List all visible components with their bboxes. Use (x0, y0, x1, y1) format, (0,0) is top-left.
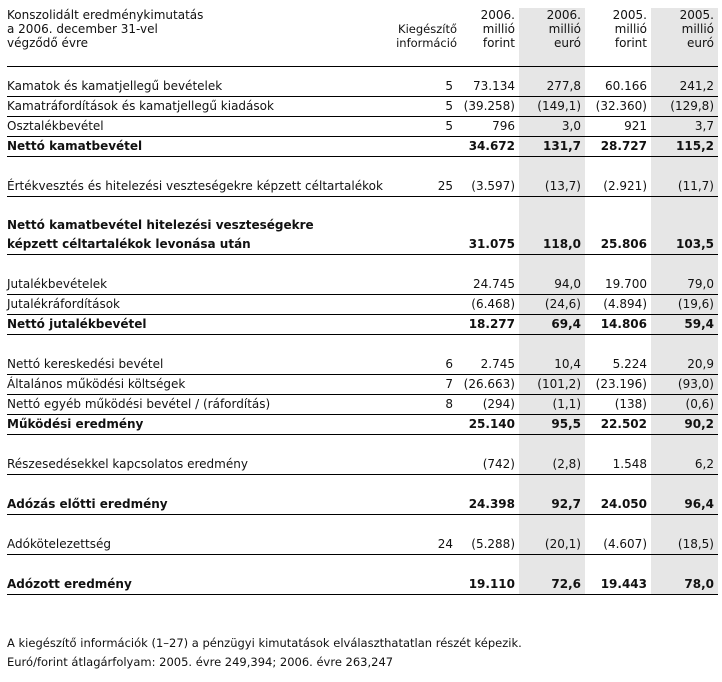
table-row (7, 216, 718, 255)
row-value: 95,5 (551, 417, 581, 431)
column-header-line: millió (548, 22, 581, 36)
column-header-line: millió (681, 22, 714, 36)
column-header-2005-huf (585, 8, 651, 66)
note-header-line: információ (396, 36, 457, 50)
row-value: 24.050 (600, 497, 647, 511)
table-row (7, 375, 718, 395)
row-value: 277,8 (546, 79, 581, 93)
row-note-ref: 7 (445, 377, 453, 391)
column-header-2006-huf (453, 8, 519, 66)
row-value: (294) (482, 397, 515, 411)
column-header-line: forint (482, 36, 515, 50)
row-value: 19.700 (605, 277, 647, 291)
row-label: Nettó kamatbevétel (7, 139, 143, 153)
income-statement-table (7, 8, 718, 591)
column-header-2006-eur (519, 8, 585, 66)
row-value: 3,0 (561, 119, 581, 133)
row-value: 69,4 (551, 317, 581, 331)
row-value: 73.134 (473, 79, 515, 93)
table-row (7, 137, 718, 157)
row-value: 92,7 (551, 497, 581, 511)
column-header-line: 2005. (679, 8, 714, 22)
row-value: 103,5 (676, 237, 714, 251)
table-row (7, 395, 718, 415)
row-value: (6.468) (471, 297, 515, 311)
row-label: Adókötelezettség (7, 537, 111, 551)
row-value: (138) (614, 397, 647, 411)
row-value: 34.672 (468, 139, 515, 153)
row-value: 60.166 (605, 79, 647, 93)
row-value: 6,2 (694, 457, 714, 471)
column-header-line: millió (482, 22, 515, 36)
row-value: (18,5) (677, 537, 714, 551)
row-value: 31.075 (468, 237, 515, 251)
row-label: Jutalékráfordítások (7, 297, 120, 311)
row-label: Adózott eredmény (7, 577, 132, 591)
row-label: Kamatráfordítások és kamatjellegű kiadások (7, 99, 274, 113)
row-label: Nettó kereskedési bevétel (7, 357, 164, 371)
row-value: (39.258) (463, 99, 515, 113)
row-value: 1.548 (612, 457, 647, 471)
column-header-line: 2006. (480, 8, 515, 22)
row-value: 24.745 (473, 277, 515, 291)
row-value: (26.663) (463, 377, 515, 391)
row-value: 24.398 (468, 497, 515, 511)
column-header-line: 2006. (546, 8, 581, 22)
row-value: (32.360) (595, 99, 647, 113)
row-value: (5.288) (471, 537, 515, 551)
column-header-line: forint (614, 36, 647, 50)
row-note-ref: 5 (445, 79, 453, 93)
row-label: Jutalékbevételek (7, 277, 108, 291)
row-value: 5.224 (612, 357, 647, 371)
row-value: 72,6 (551, 577, 581, 591)
row-value: (23.196) (595, 377, 647, 391)
row-value: (1,1) (552, 397, 581, 411)
table-row (7, 455, 718, 475)
row-value: 18.277 (468, 317, 515, 331)
row-label: Adózás előtti eredmény (7, 497, 168, 511)
column-header-line: euró (554, 36, 581, 50)
row-value: 131,7 (543, 139, 581, 153)
table-row (7, 77, 718, 97)
row-note-ref: 6 (445, 357, 453, 371)
table-row (7, 177, 718, 197)
row-value: (93,0) (677, 377, 714, 391)
row-value: (11,7) (677, 179, 714, 193)
row-value: 59,4 (684, 317, 714, 331)
row-value: 921 (624, 119, 647, 133)
row-value: 19.110 (468, 577, 515, 591)
row-value: (20,1) (544, 537, 581, 551)
footer-note-line: A kiegészítő információk (1–27) a pénzügyi kimutatások elválaszthatatlan részét képezik. (7, 636, 522, 650)
table-row (7, 295, 718, 315)
row-value: 118,0 (543, 237, 581, 251)
footer-exchange-rate-line: Euró/forint átlagárfolyam: 2005. évre 249,394; 2006. évre 263,247 (7, 655, 394, 669)
row-value: (2,8) (552, 457, 581, 471)
row-value: (4.607) (603, 537, 647, 551)
table-header (7, 8, 718, 67)
row-label: Osztalékbevétel (7, 119, 104, 133)
row-note-ref: 5 (445, 119, 453, 133)
row-label: Nettó egyéb működési bevétel / (ráfordítás) (7, 397, 271, 411)
row-value: 20,9 (687, 357, 714, 371)
table-row (7, 495, 718, 515)
row-value: (4.894) (603, 297, 647, 311)
row-value: (101,2) (537, 377, 581, 391)
row-value: 96,4 (684, 497, 714, 511)
column-header-line: 2005. (612, 8, 647, 22)
row-value: (13,7) (544, 179, 581, 193)
row-value: 22.502 (600, 417, 647, 431)
row-value: 2.745 (480, 357, 515, 371)
row-value: 79,0 (687, 277, 714, 291)
row-label: Nettó kamatbevétel hitelezési veszteségekre képzett céltartalékok levonása után (7, 218, 314, 251)
row-value: (742) (482, 457, 515, 471)
title-line: Konszolidált eredménykimutatás (7, 8, 204, 22)
row-value: 90,2 (684, 417, 714, 431)
row-note-ref: 5 (445, 99, 453, 113)
table-row (7, 117, 718, 137)
row-label: Nettó jutalékbevétel (7, 317, 147, 331)
table-row (7, 315, 718, 335)
row-value: 94,0 (554, 277, 581, 291)
title-line: végződő évre (7, 36, 89, 50)
row-value: (19,6) (677, 297, 714, 311)
table-row (7, 355, 718, 375)
row-value: (149,1) (537, 99, 581, 113)
row-value: 796 (492, 119, 515, 133)
row-value: (3.597) (471, 179, 515, 193)
row-note-ref: 8 (445, 397, 453, 411)
row-label: Általános működési költségek (7, 377, 186, 391)
row-value: 19.443 (600, 577, 647, 591)
row-note-ref: 24 (437, 537, 453, 551)
column-header-line: millió (614, 22, 647, 36)
row-value: 25.140 (468, 417, 515, 431)
row-label: Működési eredmény (7, 417, 144, 431)
row-value: 25.806 (600, 237, 647, 251)
table-row (7, 535, 718, 555)
row-value: 14.806 (600, 317, 647, 331)
row-note-ref: 25 (437, 179, 453, 193)
row-value: 10,4 (554, 357, 581, 371)
title-line: a 2006. december 31-vel (7, 22, 158, 36)
row-value: (0,6) (685, 397, 714, 411)
row-value: 115,2 (676, 139, 714, 153)
statement-title (7, 8, 337, 50)
row-value: (24,6) (544, 297, 581, 311)
row-label: Részesedésekkel kapcsolatos eredmény (7, 457, 248, 471)
row-label: Értékvesztés és hitelezési veszteségekre képzett céltartalékok (7, 179, 383, 193)
table-row (7, 415, 718, 435)
table-row (7, 275, 718, 295)
row-value: 78,0 (684, 577, 714, 591)
row-value: (129,8) (670, 99, 714, 113)
note-header-line: Kiegészítő (398, 22, 457, 36)
table-row (7, 97, 718, 117)
row-value: 241,2 (679, 79, 714, 93)
column-header-line: euró (687, 36, 714, 50)
row-value: 3,7 (694, 119, 714, 133)
row-label: Kamatok és kamatjellegű bevételek (7, 79, 223, 93)
note-column-header (369, 22, 457, 50)
footer-notes (7, 634, 522, 672)
column-header-2005-eur (651, 8, 718, 66)
row-value: (2.921) (603, 179, 647, 193)
row-value: 28.727 (600, 139, 647, 153)
table-row (7, 575, 718, 595)
